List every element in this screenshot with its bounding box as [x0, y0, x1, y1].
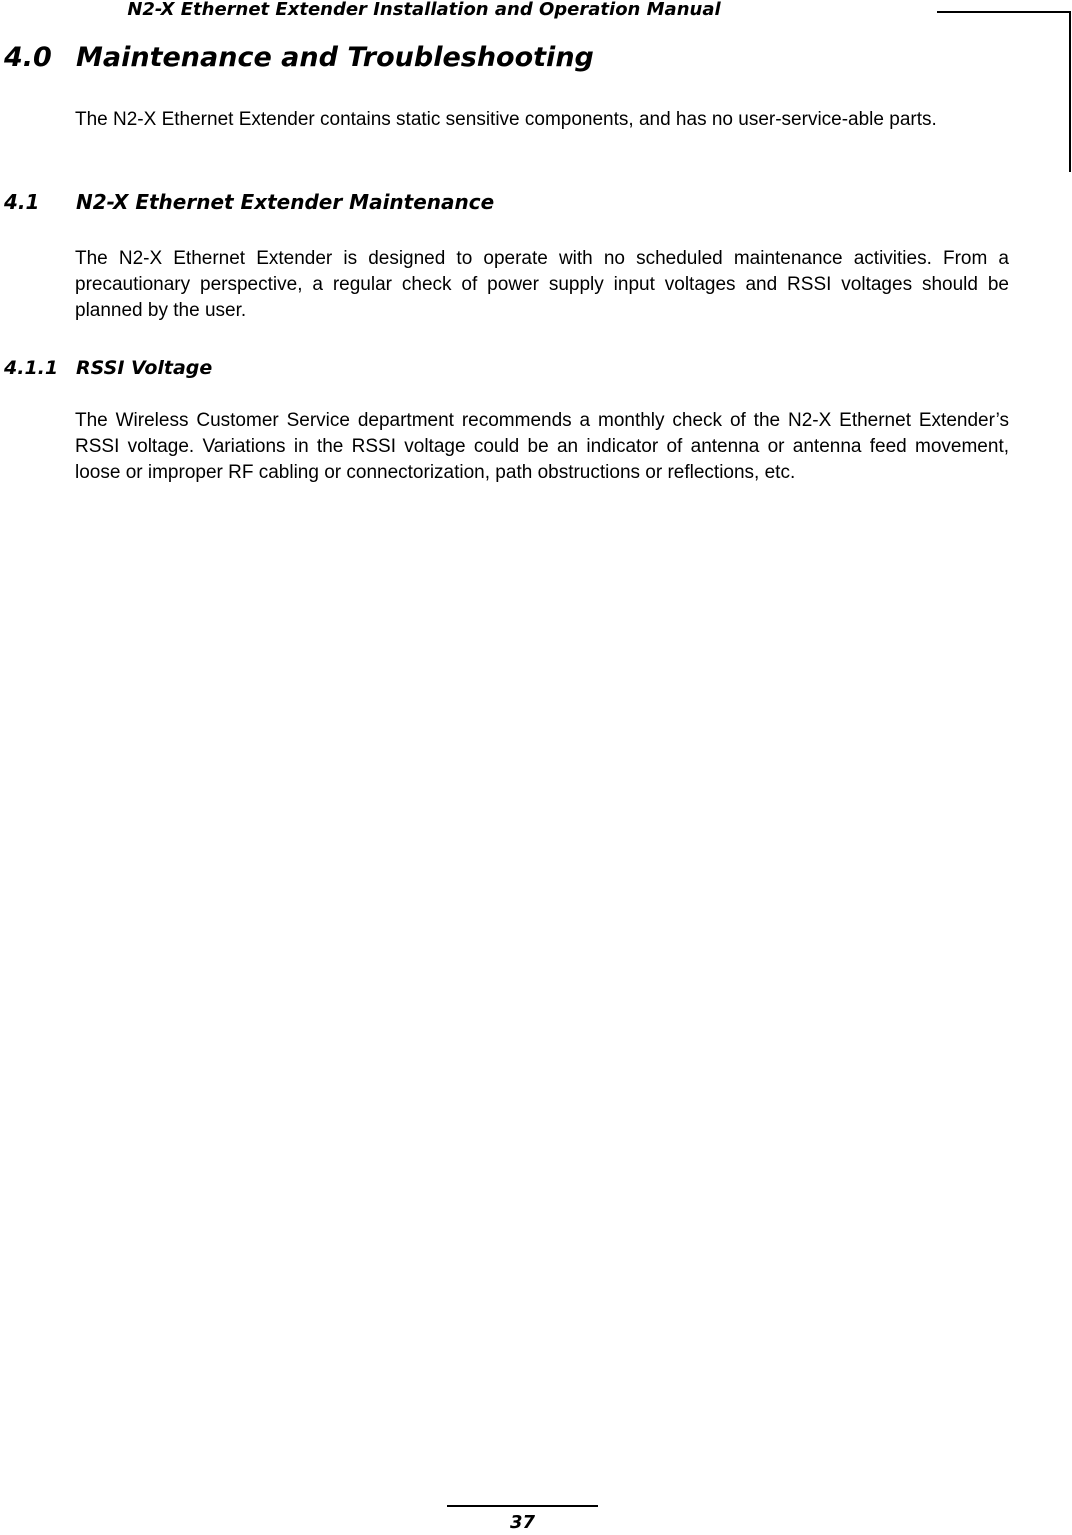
section-4-1-1-paragraph: The Wireless Customer Service department recommends a monthly check of the N2-X Ethernet Extender’s RSSI voltage. Variations in the RSSI voltage could be an indicator of antenna or antenna feed movement, loose or improper RF cabling or connectorization, path obstructions or reflections, etc. — [75, 410, 1009, 483]
section-title: N2-X Ethernet Extender Maintenance — [76, 190, 495, 214]
section-heading-4-0 — [4, 40, 594, 76]
section-number: 4.1 — [4, 190, 40, 214]
section-4-1-paragraph: The N2-X Ethernet Extender is designed to operate with no scheduled maintenance activities. From a precautionary perspective, a regular check of power supply input voltages and RSSI voltages should be planned by the user. — [75, 248, 1009, 321]
header-rule-vertical — [1069, 11, 1071, 172]
section-title: Maintenance and Troubleshooting — [76, 42, 594, 73]
footer-rule — [447, 1505, 598, 1507]
section-number: 4.0 — [4, 42, 52, 73]
section-number: 4.1.1 — [4, 357, 59, 379]
section-heading-4-1 — [4, 188, 494, 216]
header-rule-horizontal — [937, 11, 1071, 13]
running-header: N2-X Ethernet Extender Installation and Operation Manual — [127, 0, 721, 20]
section-heading-4-1-1 — [4, 355, 212, 381]
section-4-0-paragraph: The N2-X Ethernet Extender contains static sensitive components, and has no user-service-able parts. — [75, 109, 937, 130]
page-number: 37 — [509, 1512, 536, 1533]
section-title: RSSI Voltage — [76, 357, 213, 379]
